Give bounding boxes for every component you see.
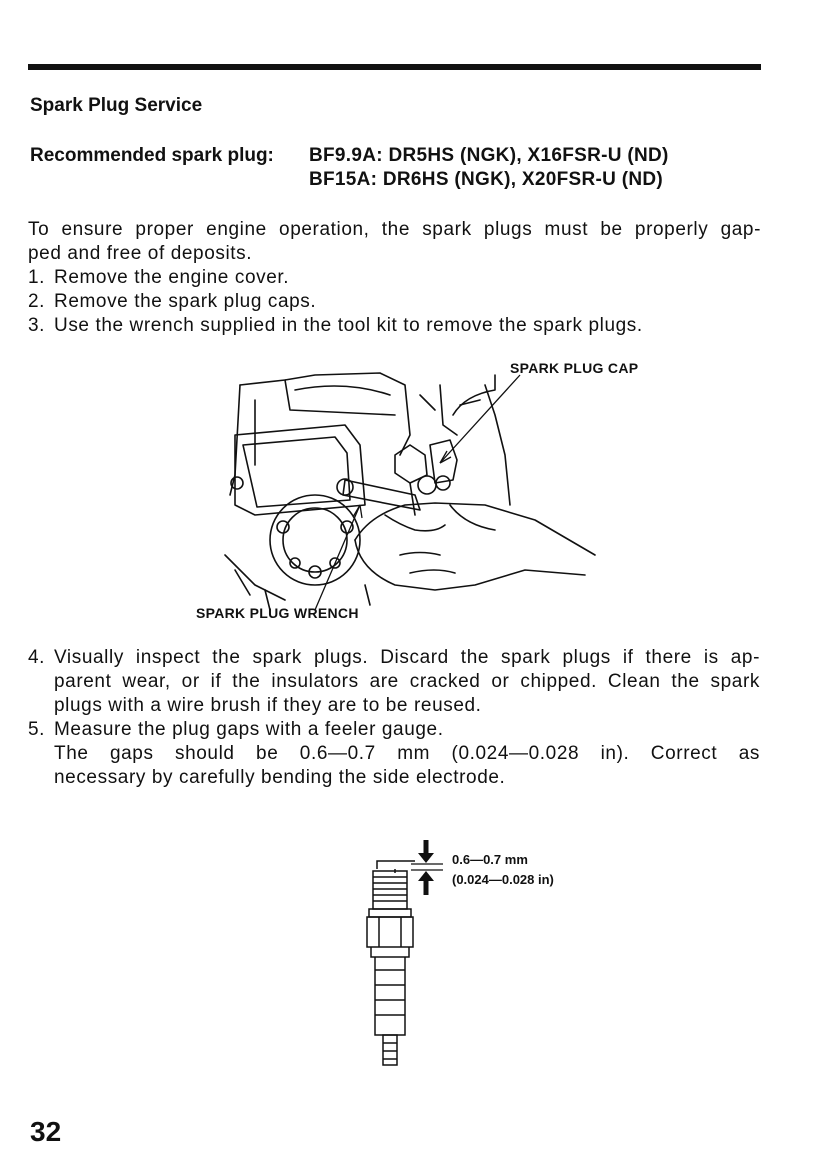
step-5-line-2: The gaps should be 0.6—0.7 mm (0.024—0.028 in). Correct as: [54, 743, 760, 764]
step-4-line-2: parent wear, or if the insulators are cracked or chipped. Clean the spark: [54, 671, 760, 692]
section-title: Spark Plug Service: [30, 95, 203, 116]
recommended-plug-label: Recommended spark plug:: [30, 145, 274, 166]
steps-list-2: [28, 646, 760, 790]
step-5-line-3: necessary by carefully bending the side electrode.: [54, 767, 506, 788]
list-item: [28, 766, 760, 790]
header-rule: [28, 64, 761, 70]
spark-plug-gap-diagram: [355, 835, 465, 1075]
step-number: 3.: [28, 315, 46, 336]
intro-line-1: To ensure proper engine operation, the spark plugs must be properly gap-: [28, 219, 761, 240]
list-item: [28, 670, 760, 694]
gap-imperial-label: (0.024—0.028 in): [452, 872, 554, 887]
recommended-plug-bf15a: BF15A: DR6HS (NGK), X20FSR-U (ND): [309, 169, 664, 190]
list-item: [28, 742, 760, 766]
list-item: [28, 314, 760, 338]
intro-line-2: ped and free of deposits.: [28, 243, 253, 264]
step-5-line-1: Measure the plug gaps with a feeler gauge.: [54, 719, 444, 740]
spark-plug-cap-callout: SPARK PLUG CAP: [510, 360, 639, 376]
list-item: [28, 718, 760, 742]
page-number: 32: [30, 1116, 62, 1147]
step-number: 2.: [28, 291, 46, 312]
step-text: Remove the spark plug caps.: [54, 291, 317, 312]
steps-list-1: [28, 266, 760, 338]
spark-plug-wrench-callout: SPARK PLUG WRENCH: [196, 605, 359, 621]
list-item: [28, 266, 760, 290]
list-item: [28, 694, 760, 718]
step-number: 5.: [28, 719, 46, 740]
step-number: 4.: [28, 647, 46, 668]
step-text: Remove the engine cover.: [54, 267, 290, 288]
step-4-line-1: Visually inspect the spark plugs. Discard the spark plugs if there is ap-: [54, 647, 760, 668]
step-text: Use the wrench supplied in the tool kit to remove the spark plugs.: [54, 315, 643, 336]
step-4-line-3: plugs with a wire brush if they are to be reused.: [54, 695, 482, 716]
list-item: [28, 290, 760, 314]
gap-metric-label: 0.6—0.7 mm: [452, 852, 528, 867]
spark-plug-removal-illustration: [195, 355, 655, 625]
recommended-plug-bf9-9a: BF9.9A: DR5HS (NGK), X16FSR-U (ND): [309, 145, 669, 166]
step-number: 1.: [28, 267, 46, 288]
list-item: [28, 646, 760, 670]
